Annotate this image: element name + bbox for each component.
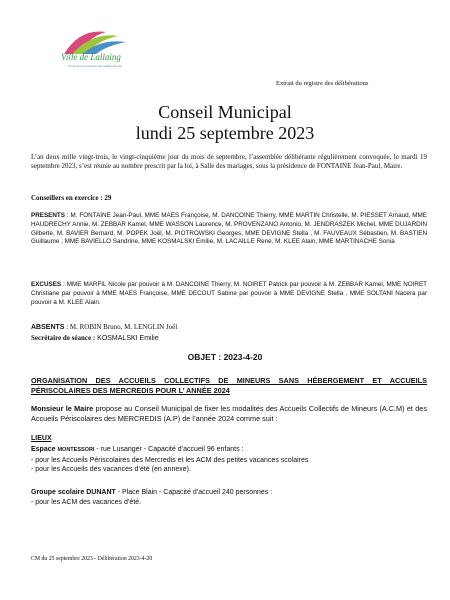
objet-heading: OBJET : 2023-4-20 [187,352,263,362]
lieux-heading: LIEUX [31,435,52,442]
place-montessori [31,445,427,475]
logo-tagline: Communes associées de Lallaing-Douai [68,64,122,68]
excused-names: : MME MARFIL Nicole par pouvoir à M. DANCOINE Thierry, M. NOIRET Patrick par pouvoir à M. ZEBBAR Kamel, MME NOIRET Christiane par pouvoir à MME MAES Françoise, MME DECOUT Sabine par pouvoir à MME DEVIGNE Stella , MME SOLTANI Nacera par pouvoir à M. KLEE Alain. [31,281,427,306]
absent-names: : M. ROBIN Bruno, M. LENGLIN Joël [64,323,178,331]
place-montessori-line1: - pour les Accueils Périscolaires des Mercredis et les ACM des petites vacances scolaires [31,456,309,464]
document-date: lundi 25 septembre 2023 [135,123,315,143]
councillors-count [31,194,427,203]
subject-heading: ORGANISATION DES ACCUEILS COLLECTIFS DE MINEURS SANS HÉBERGEMENT ET ACCUEILS PÉRISCOLAIRES DES MERCREDIS POUR L’ ANNÉE 2024 [31,376,427,395]
place-dunant-detail: - Place Blain - Capacité d’accueil 240 personnes : [115,489,273,496]
register-extract: Extrait du registre des délibérations [276,80,369,87]
place-montessori-prefix: Espace [31,446,58,453]
logo-name: Ville de Lallaing [61,52,121,62]
secretary-line [31,334,427,344]
secretary-label: Secrétaire de séance : [31,334,96,342]
place-montessori-name: MONTESSORI [57,447,95,453]
present-label: PRESENTS [31,212,65,219]
document-title: Conseil Municipal [158,102,292,122]
proposal-text: propose au Conseil Municipal de fixer les modalités des Accueils Collectifs de Mineurs (A.C.M) et des Accueils Périscolaires des MERCREDIS (A.P) de l’année 2024 comme suit : [31,404,427,423]
intro-paragraph: L’an deux mille vingt-trois, le vingt-cinquième jour du mois de septembre, l’assemblée délibérante régulièrement convoquée, le mardi 19 septembre 2023, s’est réunie au nombre prescrit par la loi, à Salle des mariages, sous la présidence de FONTAINE Jean-Paul, Maire. [31,153,427,170]
present-list [31,212,427,247]
secretary-name: KOSMALSKI Emilie [95,335,159,342]
place-dunant-title [31,488,427,498]
place-montessori-line2: - pour les Accueils des vacances d’été (en annexe). [31,466,191,474]
councillors-label: Conseillers en exercice : 29 [31,194,112,202]
place-montessori-title [31,445,427,456]
place-dunant-name: Groupe scolaire DUNANT [31,489,116,496]
present-names: : M. FONTAINE Jean-Paul, MME MAES Françoise, M. DANCOINE Thierry, MME MARTIN Christelle, M. PIESSET Arnaud, MME HAUDRECHY Annie, M. ZEBBAR Kamel, MME WASSON Laurence, M. PROVENZANO Antonio, M. JENDRASZEK Michel, MME DUJARDIN Gilberte, M. BAVIER Bernard, M. POPEK Joël, M. PIOTROWSKI Georges, MME DEVIGNE Stella , M. FAUVEAUX Sébastien, M. BASTIEN Guillaume , MME BAVIELLO Sandrine, MME KOSMALSKI Emilie, M. LACAILLE René, M. KLEE Alain, MME MARTINACHE Sonia [31,212,427,246]
proposal-paragraph [31,404,427,424]
proposal-speaker: Monsieur le Maire [31,404,94,413]
place-dunant-line1: - pour les ACM des vacances d’été. [31,498,142,506]
excused-label: EXCUSES [31,281,62,288]
place-dunant [31,488,427,507]
absent-list [31,323,427,333]
page-footer: CM du 25 septembre 2023 - Délibération 2023-4-20 [31,556,153,562]
excused-list [31,281,427,307]
place-montessori-detail: - rue Lusanger - Capacité d’accueil 96 enfants : [94,446,244,453]
absent-label: ABSENTS [31,324,65,331]
